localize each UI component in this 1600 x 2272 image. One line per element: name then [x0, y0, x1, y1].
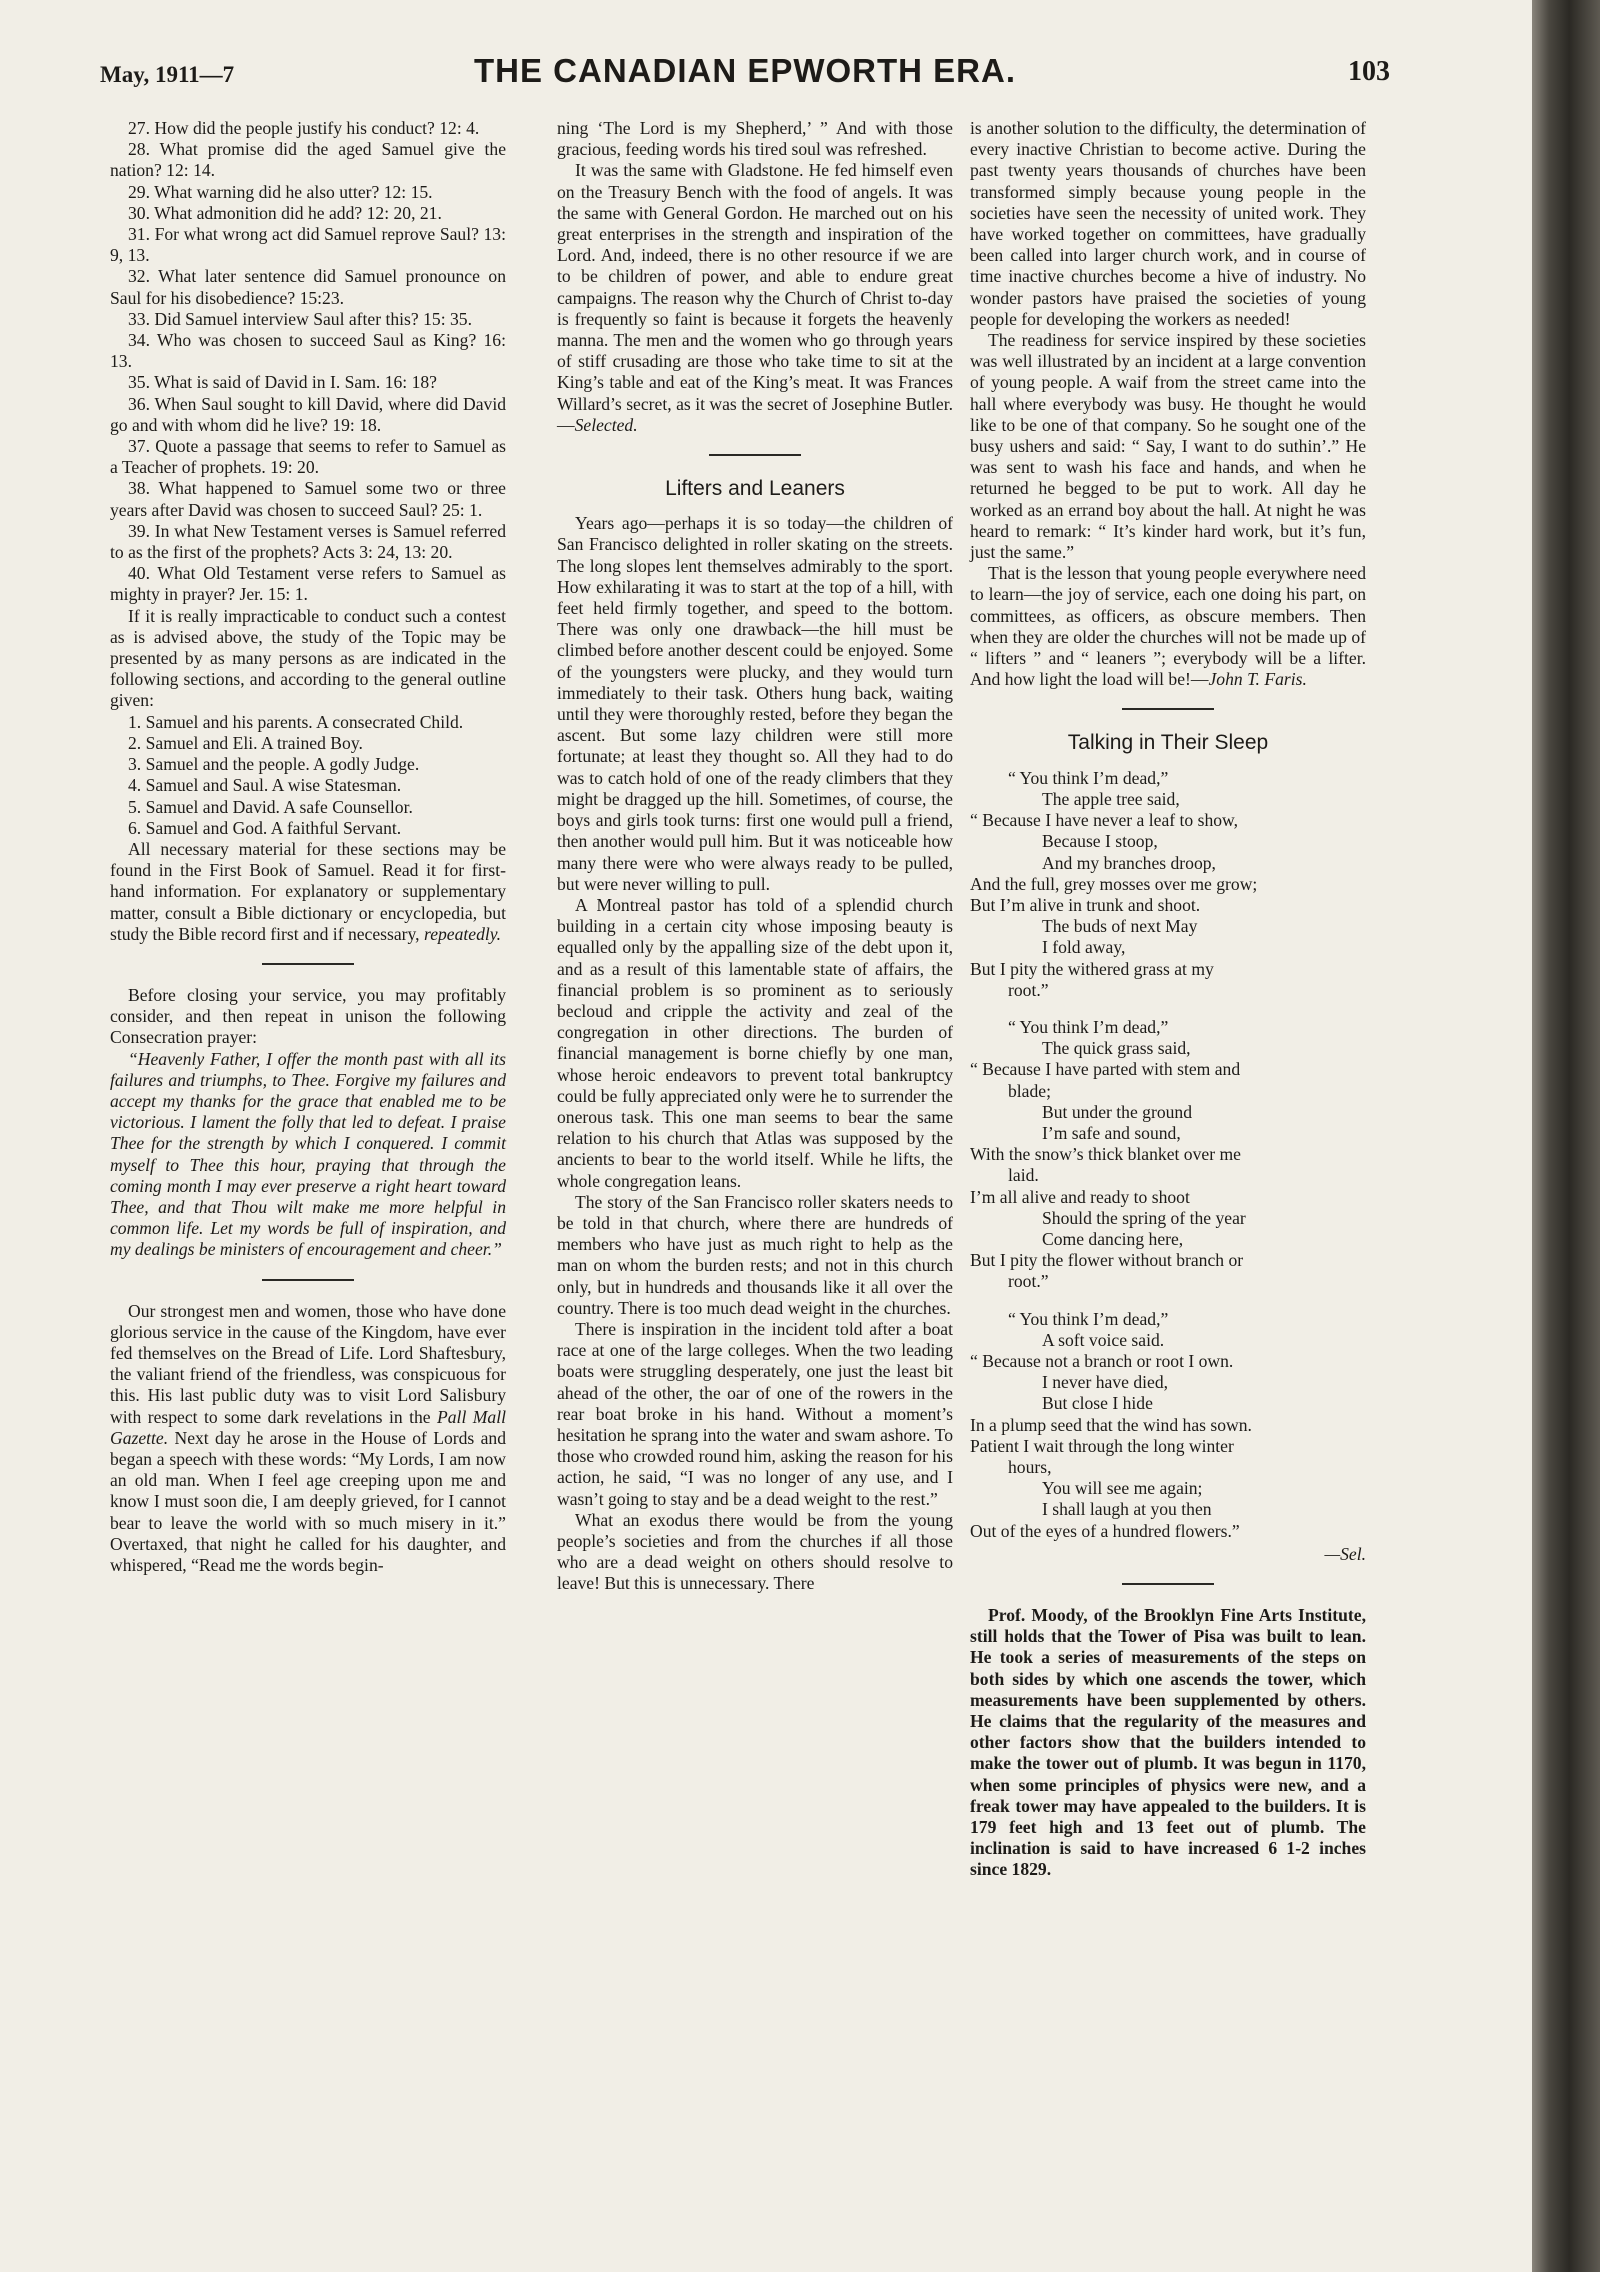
outline-item: 6. Samuel and God. A faithful Servant. — [128, 817, 402, 838]
question: 28. What promise did the aged Samuel give the nation? 12: 14. — [110, 139, 506, 181]
pisa-paragraph: Prof. Moody, of the Brooklyn Fine Arts Institute, still holds that the Tower of Pisa was built to lean. He took a series of measurements of the steps on both sides by which one ascends the tower, which measurements have been supplemented by others. He claims that the regularity of the measures and other factors show that the builders intended to make the tower out of plumb. It was begun in 1170, when some principles of physics were new, and a freak tower may have appealed to the builders. It is 179 feet high and 13 feet out of plumb. The inclination is said to have increased 6 1-2 inches since 1829. — [970, 1605, 1366, 1880]
poem-line: hours, — [1008, 1456, 1052, 1477]
poem-line: “ Because I have never a leaf to show, — [970, 810, 1239, 831]
poem-stanza — [970, 1017, 1366, 1293]
question: 29. What warning did he also utter? 12: 15. — [128, 181, 433, 202]
article-paragraph: The story of the San Francisco roller skaters needs to be told in that church, where there are hundreds of members who have just as much right to help as the man on whom the burden rests; and not in this church only, but in hundreds and thousands like it all over the country. There is too much dead weight in the churches. — [557, 1191, 953, 1318]
article-paragraph: Years ago—perhaps it is so today—the children of San Francisco delighted in roller skating on the streets. The long slopes lent themselves admirably to the sport. How exhilarating it was to start at the top of a hill, with feet held firmly together, and speed to the bottom. There was only one drawback—the hill must be climbed before another descent could be enjoyed. Some of the youngsters were plucky, and they would turn immediately to their task. Others hung back, waiting until they were thoroughly rested, before they began the ascent. But some lazy children were still more fortunate; at least they thought so. All they had to do was to catch hold of one of the ready climbers that they might be dragged up the hill. Sometimes, of course, the boys and girls took turns: first one would pull a friend, then another would pull him. But it was noticeable how many there were who were always ready to be pulled, but were never willing to pull. — [557, 513, 953, 894]
article-paragraph: There is inspiration in the incident told after a boat race at one of the large colleges. When the two leading boats were struggling desperately, one just the least bit ahead of the other, the oar of one of the rowers in the rear boat broke in his hand. Without a moment’s hesitation he sprang into the water and swam ashore. To those who crowded round him, asking the reason for his action, he said, “I was no longer of any use, and I wasn’t going to stay and be a dead weight to the rest.” — [557, 1318, 953, 1509]
gazette-name: Pall Mall Gazette. — [110, 1406, 506, 1448]
poem-line: The quick grass said, — [1042, 1038, 1191, 1059]
author-signature: John T. Faris. — [1208, 669, 1307, 690]
poem-line: Come dancing here, — [1042, 1228, 1184, 1249]
poem-line: I fold away, — [1042, 937, 1126, 958]
contest-intro: If it is really impracticable to conduct such a contest as is advised above, the study of the Topic may be presented by as many persons as are indicated in the following sections, and according to the general outline given: — [110, 605, 506, 711]
poem-line: “ You think I’m dead,” — [1008, 1308, 1169, 1329]
page-header — [100, 52, 1390, 92]
poem-line: A soft voice said. — [1042, 1329, 1165, 1350]
question: 33. Did Samuel interview Saul after this? 15: 35. — [128, 308, 472, 329]
strongest-text: Our strongest men and women, those who have done glorious service in the cause of the Kingdom, have ever fed themselves on the Bread of Life. Lord Shaftesbury, the valiant friend of the friendless, was conspicuous for this. His last public duty was to visit Lord Salisbury with respect to some dark revelations in the — [110, 1300, 506, 1427]
poem-line: “ You think I’m dead,” — [1008, 1016, 1169, 1037]
poem-line: I never have died, — [1042, 1372, 1169, 1393]
column-middle — [557, 118, 953, 1595]
poem-title: Talking in Their Sleep — [1067, 731, 1269, 755]
question: 32. What later sentence did Samuel pronounce on Saul for his disobedience? 15:23. — [110, 266, 506, 308]
poem-line: The apple tree said, — [1042, 788, 1180, 809]
outline-item: 4. Samuel and Saul. A wise Statesman. — [128, 775, 402, 796]
question: 27. How did the people justify his conduct? 12: 4. — [128, 118, 480, 138]
poem-line: But under the ground — [1042, 1101, 1193, 1122]
section-divider — [1122, 1583, 1214, 1585]
column-left — [110, 118, 506, 1576]
poem-line: But I’m alive in trunk and shoot. — [970, 894, 1201, 915]
article-paragraph: A Montreal pastor has told of a splendid church building in a certain city whose imposing beauty is equalled only by the appalling size of the debt upon it, and as a result of this lamentable state of affairs, the financial problem is so prominent as to seriously becloud and cripple the activity and zeal of the congregation in other directions. The burden of financial management is borne chiefly by one man, whose heroic endeavors to prevent total bankruptcy could be fully appreciated only were he to surrender the onerous task. This one man seems to bear the same relation to his church that Atlas was supposed by the ancients to bear to the world itself. While he lifts, the whole congregation leans. — [557, 894, 953, 1191]
poem-line: And the full, grey mosses over me grow; — [970, 873, 1258, 894]
poem-line: “ Because not a branch or root I own. — [970, 1350, 1234, 1371]
consecration-prayer: “Heavenly Father, I offer the month past with all its failures and triumphs, to Thee. Forgive my failures and accept my thanks for the grace that enabled me to be victorious. I lament the folly that led to defeat. I praise Thee for the strength by which I conquered. I commit myself to Thee this hour, praying that through the coming month I may ever preserve a right heart toward Thee, and that Thou wilt make me more helpful in common life. Let my words be full of inspiration, and my dealings be ministers of encouragement and cheer.” — [110, 1048, 506, 1260]
issue-date: May, 1911—7 — [100, 62, 235, 87]
outline-item: 3. Samuel and the people. A godly Judge. — [128, 754, 420, 775]
article-paragraph: The readiness for service inspired by these societies was well illustrated by an incident at a large convention of young people. A waif from the street came into the hall where everybody was busy. He thought he would like to be one of that company. So he sought one of the busy ushers and said: “ Say, I want to do suthin’.” He was sent to wash his face and hands, and when he returned he begged to be put to work. All day he worked as an errand boy about the hall. At night he was heard to remark: “ It’s kinder hard work, but it’s fun, just the same.” — [970, 330, 1366, 563]
poem-line: blade; — [1008, 1080, 1051, 1101]
poem-line: Patient I wait through the long winter — [970, 1435, 1234, 1456]
section-divider — [262, 1279, 354, 1281]
poem-line: I’m safe and sound, — [1042, 1122, 1181, 1143]
question: 35. What is said of David in I. Sam. 16: 18? — [128, 372, 437, 393]
question: 31. For what wrong act did Samuel reprove Saul? 13: 9, 13. — [110, 224, 506, 266]
poem-line: The buds of next May — [1042, 916, 1198, 937]
closing-intro: Before closing your service, you may profitably consider, and then repeat in unison the following Consecration prayer: — [110, 984, 506, 1048]
outline-item: 5. Samuel and David. A safe Counsellor. — [128, 796, 413, 817]
column-right — [970, 118, 1366, 1881]
poem-line: But I pity the flower without branch or — [970, 1250, 1244, 1271]
poem-line: root.” — [1008, 1271, 1049, 1292]
article-paragraph: What an exodus there would be from the young people’s societies and from the churches if all those who are a dead weight on others should resolve to leave! But this is unnecessary. There — [557, 1509, 953, 1594]
page-binding-edge — [1532, 0, 1600, 2272]
poem-line: But close I hide — [1042, 1393, 1153, 1414]
material-paragraph — [110, 839, 506, 945]
article-paragraph: is another solution to the difficulty, the determination of every inactive Christian to become active. During the past twenty years thousands of churches have been transformed simply because young people in the societies have seen the necessity of united work. They have worked together on committees, have gradually been called into larger church work, and in course of time inactive churches become a hive of industry. No wonder pastors have praised the societies of young people for developing the workers as needed! — [970, 118, 1366, 329]
poem-line: I shall laugh at you then — [1042, 1499, 1212, 1520]
magazine-title: THE CANADIAN EPWORTH ERA. — [474, 52, 1016, 89]
gladstone-signature: Selected. — [574, 414, 638, 435]
gladstone-text: It was the same with Gladstone. He fed himself even on the Treasury Bench with the food of angels. It was the same with General Gordon. He marched out on his great enterprises in the strength and inspiration of the Lord. And, indeed, there is no other resource if we are to be children of power, and able to endure great campaigns. The reason why the Church of Christ to-day is frequently so faint is because it forgets the heavenly manna. The men and the women who go through years of stiff crusading are those who take time to sit at the King’s table and eat of the King’s meat. It was Frances Willard’s secret, as it was the secret of Josephine Butler.— — [557, 160, 953, 435]
question: 40. What Old Testament verse refers to Samuel as mighty in prayer? Jer. 15: 1. — [110, 563, 506, 605]
section-divider — [262, 963, 354, 965]
question: 37. Quote a passage that seems to refer to Samuel as a Teacher of prophets. 19: 20. — [110, 436, 506, 478]
poem-signature: —Sel. — [1324, 1543, 1366, 1564]
poem-line: laid. — [1008, 1165, 1039, 1186]
strongest-rest: Next day he arose in the House of Lords and began a speech with these words: “My Lords, I am now an old man. When I feel age creeping upon me and know I must soon die, I am deeply grieved, for I cannot bear to leave the world with so much misery in it.” Overtaxed, that night he called for his daughter, and whispered, “Read me the words begin- — [110, 1427, 506, 1575]
poem-line: And my branches droop, — [1042, 852, 1216, 873]
article-title: Lifters and Leaners — [665, 477, 845, 501]
material-text: All necessary material for these sections may be found in the First Book of Samuel. Read it for first-hand information. For explanatory or supplementary matter, consult a Bible dictionary or encyclopedia, but study the Bible record first and if necessary, — [110, 838, 506, 944]
gladstone-paragraph — [557, 160, 953, 436]
poem-line: Should the spring of the year — [1042, 1207, 1246, 1228]
question: 39. In what New Testament verses is Samuel referred to as the first of the prophets? Acts 3: 24, 13: 20. — [110, 520, 506, 563]
poem-line: But I pity the withered grass at my — [970, 958, 1214, 979]
poem-line: “ You think I’m dead,” — [1008, 767, 1169, 788]
outline-item: 2. Samuel and Eli. A trained Boy. — [128, 732, 363, 753]
question: 38. What happened to Samuel some two or three years after David was chosen to succeed Saul? 25: 1. — [110, 478, 506, 520]
poem-stanza — [970, 1309, 1366, 1542]
article-paragraph — [970, 563, 1366, 690]
poem-stanza — [970, 768, 1366, 1001]
question: 30. What admonition did he add? 12: 20, 21. — [128, 202, 442, 223]
outline-item: 1. Samuel and his parents. A consecrated Child. — [128, 711, 464, 732]
poem-line: Out of the eyes of a hundred flowers.” — [970, 1520, 1240, 1541]
question: 34. Who was chosen to succeed Saul as King? 16: 13. — [110, 330, 506, 372]
poem-line: “ Because I have parted with stem and — [970, 1059, 1241, 1080]
section-divider — [709, 454, 801, 456]
question: 36. When Saul sought to kill David, where did David go and with whom did he live? 19: 18. — [110, 393, 506, 435]
poem-line: I’m all alive and ready to shoot — [970, 1186, 1190, 1207]
page-number: 103 — [1348, 56, 1390, 87]
section-divider — [1122, 708, 1214, 710]
material-emphasis: repeatedly. — [424, 923, 502, 944]
poem-line: root.” — [1008, 979, 1049, 1000]
article-text: That is the lesson that young people everywhere need to learn—the joy of service, each one doing his part, on committees, as officers, as obscure members. Then when they are older the churches will not be made up of “ lifters ” and “ leaners ”; everybody will be a lifter. And how light the load will be!— — [970, 563, 1366, 690]
poem-line: With the snow’s thick blanket over me — [970, 1144, 1241, 1165]
strongest-paragraph — [110, 1301, 506, 1577]
continued-paragraph: ning ‘The Lord is my Shepherd,’ ” And with those gracious, feeding words his tired soul was refreshed. — [557, 118, 953, 160]
poem-line: You will see me again; — [1042, 1478, 1203, 1499]
poem-line: In a plump seed that the wind has sown. — [970, 1414, 1252, 1435]
poem-line: Because I stoop, — [1042, 831, 1158, 852]
